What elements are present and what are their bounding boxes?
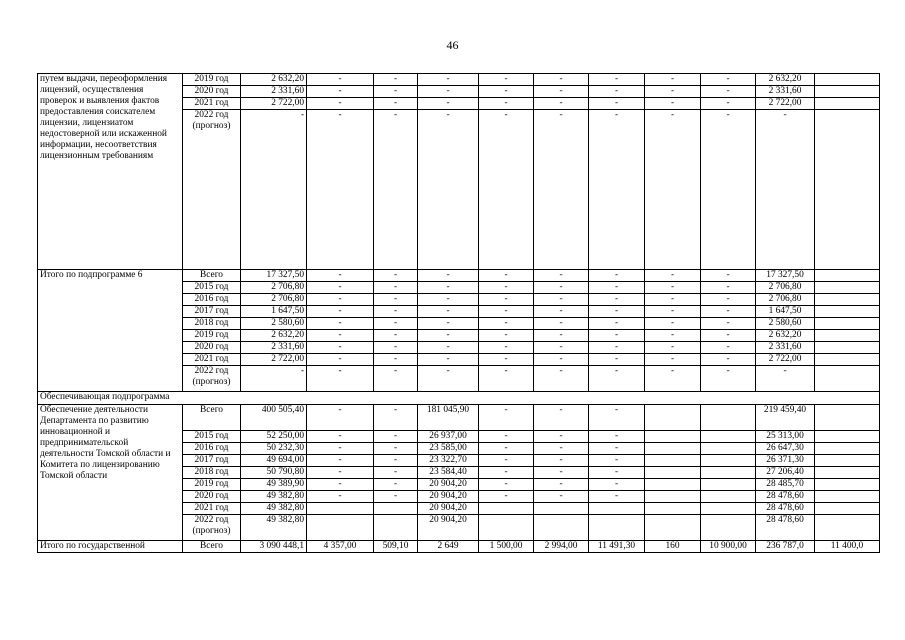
value-cell: -: [418, 86, 479, 98]
value-cell: 236 787,0: [756, 541, 815, 553]
value-cell: [701, 431, 756, 443]
value-cell: 50 790,80: [241, 467, 307, 479]
table-row: [38, 405, 880, 431]
value-cell: -: [307, 98, 374, 110]
value-cell: -: [374, 443, 418, 455]
value-cell: -: [645, 294, 701, 306]
value-cell: -: [534, 405, 589, 431]
table-row: [38, 74, 880, 86]
value-cell: 2 632,20: [756, 74, 815, 86]
value-cell: -: [307, 491, 374, 503]
value-cell: -: [307, 479, 374, 491]
value-cell: -: [374, 467, 418, 479]
value-cell: [645, 405, 701, 431]
value-cell: -: [589, 366, 645, 392]
value-cell: 11 400,0: [815, 541, 880, 553]
value-cell: 20 904,20: [418, 503, 479, 515]
value-cell: -: [479, 479, 534, 491]
year-cell: 2022 год (прогноз): [183, 515, 241, 541]
section-header-row: [38, 392, 880, 405]
value-cell: -: [589, 431, 645, 443]
value-cell: -: [701, 294, 756, 306]
year-cell: 2020 год: [183, 342, 241, 354]
value-cell: 23 585,00: [418, 443, 479, 455]
value-cell: -: [589, 294, 645, 306]
year-cell: 2018 год: [183, 318, 241, 330]
value-cell: -: [534, 330, 589, 342]
year-cell: 2015 год: [183, 431, 241, 443]
value-cell: 160: [645, 541, 701, 553]
value-cell: -: [589, 354, 645, 366]
value-cell: [701, 515, 756, 541]
value-cell: -: [645, 110, 701, 270]
value-cell: -: [479, 491, 534, 503]
value-cell: [534, 515, 589, 541]
value-cell: -: [645, 354, 701, 366]
value-cell: [645, 443, 701, 455]
year-cell: 2018 год: [183, 467, 241, 479]
value-cell: -: [701, 98, 756, 110]
description-cell: путем выдачи, переоформления лицензий, осуществления проверок и выявления фактов предоставления соискателем лицензии, лицензиатом недостоверной или искаженной информации, несоответствия лицензионным требованиям: [38, 74, 183, 270]
value-cell: -: [479, 282, 534, 294]
value-cell: 2 331,60: [241, 86, 307, 98]
value-cell: 50 232,30: [241, 443, 307, 455]
value-cell: -: [479, 270, 534, 282]
year-cell: Всего: [183, 270, 241, 282]
value-cell: [815, 294, 880, 306]
value-cell: [589, 503, 645, 515]
value-cell: -: [534, 318, 589, 330]
table-row: [38, 270, 880, 282]
value-cell: 2 722,00: [241, 354, 307, 366]
value-cell: -: [479, 431, 534, 443]
value-cell: 49 694,00: [241, 455, 307, 467]
value-cell: [479, 503, 534, 515]
value-cell: 2 632,20: [241, 74, 307, 86]
value-cell: [815, 366, 880, 392]
value-cell: -: [307, 431, 374, 443]
value-cell: 2 722,00: [241, 98, 307, 110]
value-cell: -: [479, 455, 534, 467]
value-cell: 11 491,30: [589, 541, 645, 553]
value-cell: [815, 443, 880, 455]
value-cell: -: [307, 294, 374, 306]
value-cell: -: [418, 282, 479, 294]
value-cell: 28 478,60: [756, 515, 815, 541]
year-cell: 2020 год: [183, 491, 241, 503]
value-cell: -: [307, 74, 374, 86]
value-cell: -: [589, 282, 645, 294]
value-cell: 20 904,20: [418, 479, 479, 491]
value-cell: -: [701, 270, 756, 282]
value-cell: -: [645, 330, 701, 342]
value-cell: -: [645, 86, 701, 98]
value-cell: -: [307, 318, 374, 330]
value-cell: [815, 467, 880, 479]
value-cell: -: [374, 354, 418, 366]
value-cell: 2 994,00: [534, 541, 589, 553]
value-cell: -: [307, 282, 374, 294]
value-cell: 27 206,40: [756, 467, 815, 479]
value-cell: -: [589, 342, 645, 354]
value-cell: -: [374, 110, 418, 270]
year-cell: 2016 год: [183, 443, 241, 455]
value-cell: [307, 515, 374, 541]
value-cell: 2 580,60: [241, 318, 307, 330]
value-cell: [701, 455, 756, 467]
value-cell: -: [307, 270, 374, 282]
total-label: Итого по государственной: [38, 541, 183, 553]
value-cell: -: [645, 342, 701, 354]
value-cell: -: [701, 282, 756, 294]
value-cell: -: [374, 405, 418, 431]
value-cell: [815, 515, 880, 541]
value-cell: -: [479, 342, 534, 354]
value-cell: -: [701, 354, 756, 366]
value-cell: -: [479, 294, 534, 306]
value-cell: -: [701, 318, 756, 330]
value-cell: -: [307, 110, 374, 270]
value-cell: -: [374, 306, 418, 318]
value-cell: [815, 306, 880, 318]
value-cell: 2 722,00: [756, 354, 815, 366]
total-row: [38, 541, 880, 553]
value-cell: -: [645, 270, 701, 282]
value-cell: -: [479, 405, 534, 431]
value-cell: [645, 503, 701, 515]
value-cell: -: [534, 282, 589, 294]
value-cell: -: [534, 98, 589, 110]
year-cell: 2022 год (прогноз): [183, 110, 241, 270]
subprogram-total-label: Итого по подпрограмме 6: [38, 270, 183, 392]
value-cell: 49 382,80: [241, 503, 307, 515]
value-cell: -: [307, 455, 374, 467]
value-cell: -: [479, 318, 534, 330]
year-cell: 2017 год: [183, 455, 241, 467]
year-cell: 2017 год: [183, 306, 241, 318]
value-cell: 2 580,60: [756, 318, 815, 330]
value-cell: -: [479, 306, 534, 318]
year-cell: 2015 год: [183, 282, 241, 294]
value-cell: 4 357,00: [307, 541, 374, 553]
value-cell: -: [645, 282, 701, 294]
value-cell: 20 904,20: [418, 515, 479, 541]
value-cell: [815, 330, 880, 342]
value-cell: -: [645, 74, 701, 86]
value-cell: [815, 318, 880, 330]
value-cell: -: [589, 455, 645, 467]
value-cell: -: [589, 74, 645, 86]
value-cell: 400 505,40: [241, 405, 307, 431]
value-cell: -: [374, 74, 418, 86]
value-cell: -: [307, 342, 374, 354]
value-cell: [645, 491, 701, 503]
value-cell: -: [307, 354, 374, 366]
value-cell: 20 904,20: [418, 491, 479, 503]
year-cell: 2021 год: [183, 503, 241, 515]
value-cell: [815, 86, 880, 98]
value-cell: -: [589, 98, 645, 110]
value-cell: -: [374, 491, 418, 503]
value-cell: -: [418, 366, 479, 392]
value-cell: -: [534, 354, 589, 366]
value-cell: [479, 515, 534, 541]
value-cell: 2 706,80: [241, 282, 307, 294]
value-cell: -: [374, 330, 418, 342]
value-cell: -: [645, 366, 701, 392]
value-cell: 26 647,30: [756, 443, 815, 455]
value-cell: -: [307, 306, 374, 318]
value-cell: -: [534, 270, 589, 282]
value-cell: [815, 74, 880, 86]
value-cell: -: [589, 467, 645, 479]
value-cell: -: [534, 74, 589, 86]
value-cell: 49 382,80: [241, 491, 307, 503]
value-cell: -: [374, 479, 418, 491]
value-cell: -: [479, 330, 534, 342]
value-cell: 28 478,60: [756, 503, 815, 515]
value-cell: -: [534, 431, 589, 443]
value-cell: 3 090 448,1: [241, 541, 307, 553]
budget-table: [37, 73, 880, 553]
value-cell: 509,10: [374, 541, 418, 553]
value-cell: [701, 405, 756, 431]
value-cell: -: [374, 86, 418, 98]
value-cell: [589, 515, 645, 541]
value-cell: -: [307, 86, 374, 98]
value-cell: -: [479, 467, 534, 479]
value-cell: -: [589, 318, 645, 330]
value-cell: -: [374, 294, 418, 306]
value-cell: -: [418, 270, 479, 282]
value-cell: -: [534, 479, 589, 491]
value-cell: -: [589, 479, 645, 491]
value-cell: [815, 503, 880, 515]
value-cell: -: [374, 318, 418, 330]
value-cell: -: [479, 366, 534, 392]
value-cell: -: [418, 318, 479, 330]
year-cell: 2019 год: [183, 479, 241, 491]
value-cell: [701, 503, 756, 515]
year-cell: 2019 год: [183, 74, 241, 86]
value-cell: 2 722,00: [756, 98, 815, 110]
value-cell: 2 706,80: [756, 282, 815, 294]
value-cell: -: [307, 443, 374, 455]
description-cell: Обеспечение деятельности Департамента по развитию инновационной и предпринимательской деятельности Томской области и Комитета по лицензированию Томской области: [38, 405, 183, 541]
value-cell: [645, 455, 701, 467]
value-cell: -: [589, 491, 645, 503]
year-cell: 2021 год: [183, 98, 241, 110]
value-cell: -: [701, 306, 756, 318]
value-cell: [815, 491, 880, 503]
value-cell: 17 327,50: [756, 270, 815, 282]
value-cell: 49 389,90: [241, 479, 307, 491]
value-cell: [815, 354, 880, 366]
value-cell: [701, 491, 756, 503]
value-cell: -: [374, 366, 418, 392]
year-cell: 2020 год: [183, 86, 241, 98]
value-cell: -: [418, 98, 479, 110]
value-cell: 52 250,00: [241, 431, 307, 443]
table-body: [38, 74, 880, 553]
value-cell: -: [307, 467, 374, 479]
value-cell: -: [374, 282, 418, 294]
value-cell: -: [534, 86, 589, 98]
value-cell: -: [701, 110, 756, 270]
value-cell: -: [534, 306, 589, 318]
value-cell: 2 632,20: [756, 330, 815, 342]
value-cell: -: [307, 405, 374, 431]
value-cell: [645, 467, 701, 479]
value-cell: 2 706,80: [756, 294, 815, 306]
value-cell: [645, 431, 701, 443]
value-cell: 2 632,20: [241, 330, 307, 342]
value-cell: [815, 110, 880, 270]
value-cell: -: [534, 491, 589, 503]
value-cell: -: [589, 330, 645, 342]
value-cell: -: [534, 455, 589, 467]
year-cell: 2019 год: [183, 330, 241, 342]
value-cell: 28 485,70: [756, 479, 815, 491]
value-cell: -: [534, 467, 589, 479]
value-cell: 1 500,00: [479, 541, 534, 553]
value-cell: -: [589, 270, 645, 282]
value-cell: -: [756, 366, 815, 392]
value-cell: [307, 503, 374, 515]
value-cell: 1 647,50: [756, 306, 815, 318]
value-cell: 181 045,90: [418, 405, 479, 431]
value-cell: 23 584,40: [418, 467, 479, 479]
value-cell: 2 706,80: [241, 294, 307, 306]
value-cell: -: [418, 110, 479, 270]
value-cell: -: [701, 86, 756, 98]
year-cell: 2022 год (прогноз): [183, 366, 241, 392]
value-cell: 219 459,40: [756, 405, 815, 431]
value-cell: [701, 479, 756, 491]
value-cell: 10 900,00: [701, 541, 756, 553]
value-cell: 26 371,30: [756, 455, 815, 467]
value-cell: -: [479, 98, 534, 110]
value-cell: -: [701, 74, 756, 86]
value-cell: [701, 467, 756, 479]
value-cell: 1 647,50: [241, 306, 307, 318]
value-cell: [701, 443, 756, 455]
value-cell: -: [534, 342, 589, 354]
value-cell: [534, 503, 589, 515]
value-cell: -: [418, 74, 479, 86]
value-cell: 2 331,60: [756, 86, 815, 98]
value-cell: -: [534, 366, 589, 392]
year-cell: 2016 год: [183, 294, 241, 306]
value-cell: -: [374, 431, 418, 443]
value-cell: [815, 98, 880, 110]
value-cell: [815, 342, 880, 354]
value-cell: [645, 515, 701, 541]
value-cell: -: [534, 110, 589, 270]
value-cell: [374, 503, 418, 515]
value-cell: -: [534, 443, 589, 455]
year-cell: Всего: [183, 405, 241, 431]
value-cell: 2 649: [418, 541, 479, 553]
value-cell: -: [374, 270, 418, 282]
value-cell: -: [241, 110, 307, 270]
value-cell: -: [418, 294, 479, 306]
value-cell: -: [701, 330, 756, 342]
value-cell: [815, 282, 880, 294]
value-cell: -: [645, 98, 701, 110]
value-cell: -: [589, 306, 645, 318]
value-cell: -: [645, 318, 701, 330]
value-cell: [645, 479, 701, 491]
value-cell: -: [756, 110, 815, 270]
value-cell: -: [479, 74, 534, 86]
value-cell: 25 313,00: [756, 431, 815, 443]
value-cell: 17 327,50: [241, 270, 307, 282]
value-cell: -: [701, 366, 756, 392]
value-cell: -: [479, 443, 534, 455]
value-cell: 2 331,60: [756, 342, 815, 354]
value-cell: 26 937,00: [418, 431, 479, 443]
value-cell: -: [418, 342, 479, 354]
value-cell: -: [307, 330, 374, 342]
value-cell: [815, 455, 880, 467]
value-cell: -: [418, 330, 479, 342]
value-cell: -: [307, 366, 374, 392]
value-cell: -: [645, 306, 701, 318]
year-cell: Всего: [183, 541, 241, 553]
value-cell: -: [418, 354, 479, 366]
value-cell: -: [479, 110, 534, 270]
value-cell: [815, 479, 880, 491]
page-number: 46: [446, 38, 459, 52]
value-cell: -: [241, 366, 307, 392]
value-cell: -: [534, 294, 589, 306]
value-cell: -: [589, 443, 645, 455]
value-cell: -: [374, 455, 418, 467]
value-cell: [815, 270, 880, 282]
value-cell: -: [589, 86, 645, 98]
value-cell: [815, 405, 880, 431]
value-cell: 49 382,80: [241, 515, 307, 541]
value-cell: -: [374, 342, 418, 354]
value-cell: -: [418, 306, 479, 318]
value-cell: -: [374, 98, 418, 110]
value-cell: -: [701, 342, 756, 354]
year-cell: 2021 год: [183, 354, 241, 366]
value-cell: -: [479, 86, 534, 98]
value-cell: 28 478,60: [756, 491, 815, 503]
value-cell: -: [479, 354, 534, 366]
section-header: Обеспечивающая подпрограмма: [38, 392, 880, 405]
value-cell: [374, 515, 418, 541]
value-cell: -: [589, 405, 645, 431]
value-cell: 2 331,60: [241, 342, 307, 354]
value-cell: [815, 431, 880, 443]
value-cell: 23 322,70: [418, 455, 479, 467]
value-cell: -: [589, 110, 645, 270]
